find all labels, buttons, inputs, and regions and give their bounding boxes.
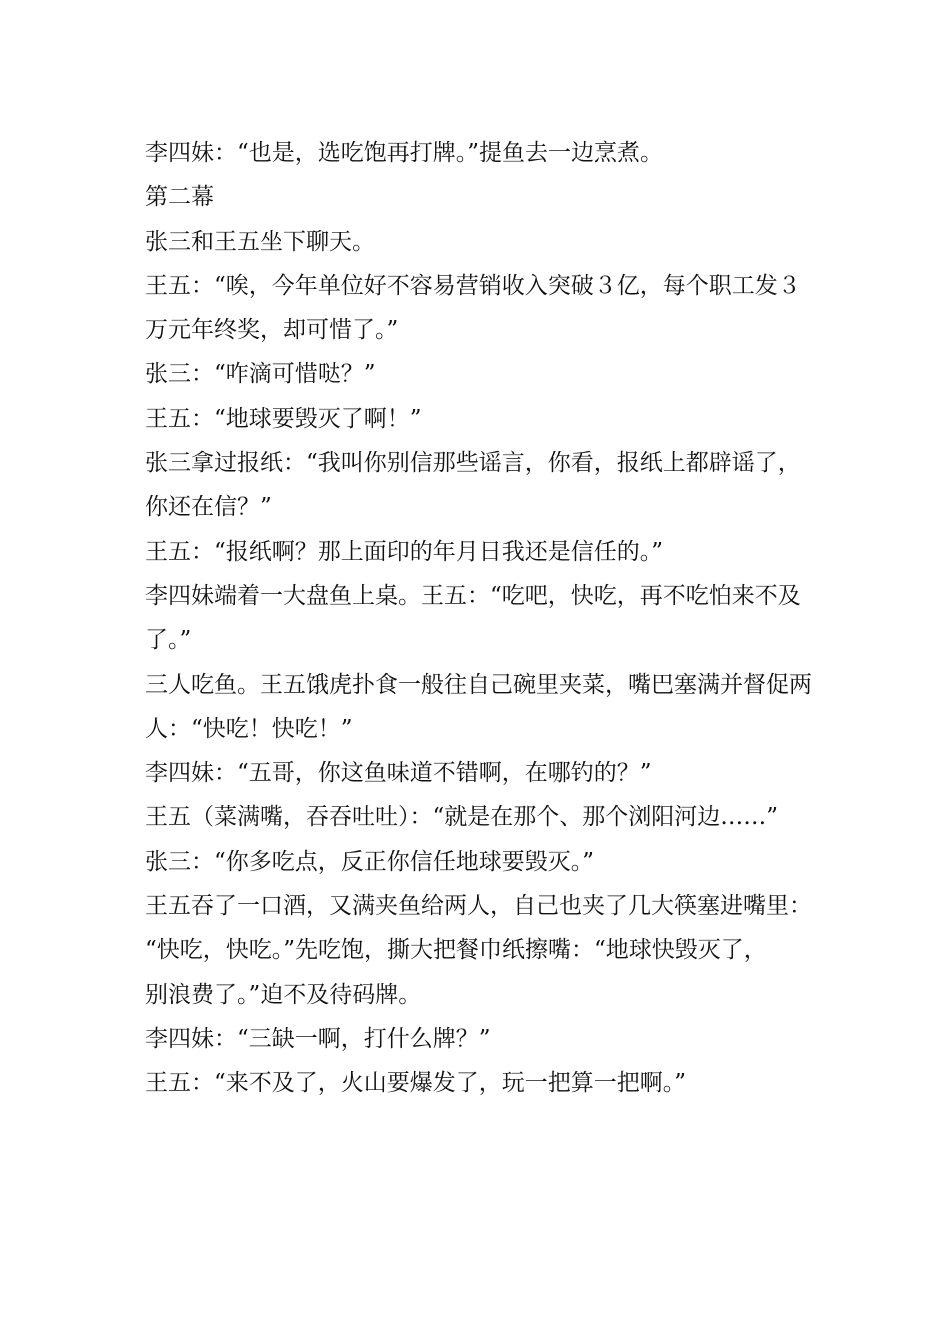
text-line: 王五：“唉，今年单位好不容易营销收入突破３亿，每个职工发３	[145, 272, 801, 299]
text-line: 李四妹：“五哥，你这鱼味道不错啊，在哪钓的？”	[145, 760, 652, 787]
text-line: 了。”	[145, 627, 192, 654]
text-line: 你还在信？”	[145, 494, 272, 521]
text-line: 张三：“你多吃点，反正你信任地球要毁灭。”	[145, 848, 595, 875]
text-line: 王五（菜满嘴，吞吞吐吐）：“就是在那个、那个浏阳河边……”	[145, 804, 779, 831]
text-line: 王五：“地球要毁灭了啊！”	[145, 405, 422, 432]
text-line: 三人吃鱼。王五饿虎扑食一般往自己碗里夹菜，嘴巴塞满并督促两	[145, 671, 812, 698]
scene-heading: 第二幕	[145, 184, 214, 211]
text-line: 张三拿过报纸：“我叫你别信那些谣言，你看，报纸上都辟谣了，	[145, 450, 801, 477]
text-line: 李四妹端着一大盘鱼上桌。王五：“吃吧，快吃，再不吃怕来不及	[145, 582, 801, 609]
text-line: 张三和王五坐下聊天。	[145, 228, 375, 255]
text-line: 李四妹：“三缺一啊，打什么牌？”	[145, 1025, 491, 1052]
text-line: 王五：“来不及了，火山要爆发了，玩一把算一把啊。”	[145, 1070, 687, 1097]
text-line: 万元年终奖，却可惜了。”	[145, 317, 399, 344]
text-line: 王五：“报纸啊？那上面印的年月日我还是信任的。”	[145, 538, 664, 565]
text-line: 李四妹：“也是，选吃饱再打牌。”提鱼去一边烹煮。	[145, 140, 664, 166]
text-line: 别浪费了。”迫不及待码牌。	[145, 981, 422, 1008]
text-line: 人：“快吃！快吃！”	[145, 715, 353, 742]
text-line: 张三：“咋滴可惜哒？”	[145, 361, 376, 388]
document-body	[145, 131, 812, 1106]
text-line: “快吃，快吃。”先吃饱，撕大把餐巾纸擦嘴：“地球快毁灭了，	[145, 937, 767, 964]
text-line: 王五吞了一口酒，又满夹鱼给两人，自己也夹了几大筷塞进嘴里：	[145, 893, 812, 920]
